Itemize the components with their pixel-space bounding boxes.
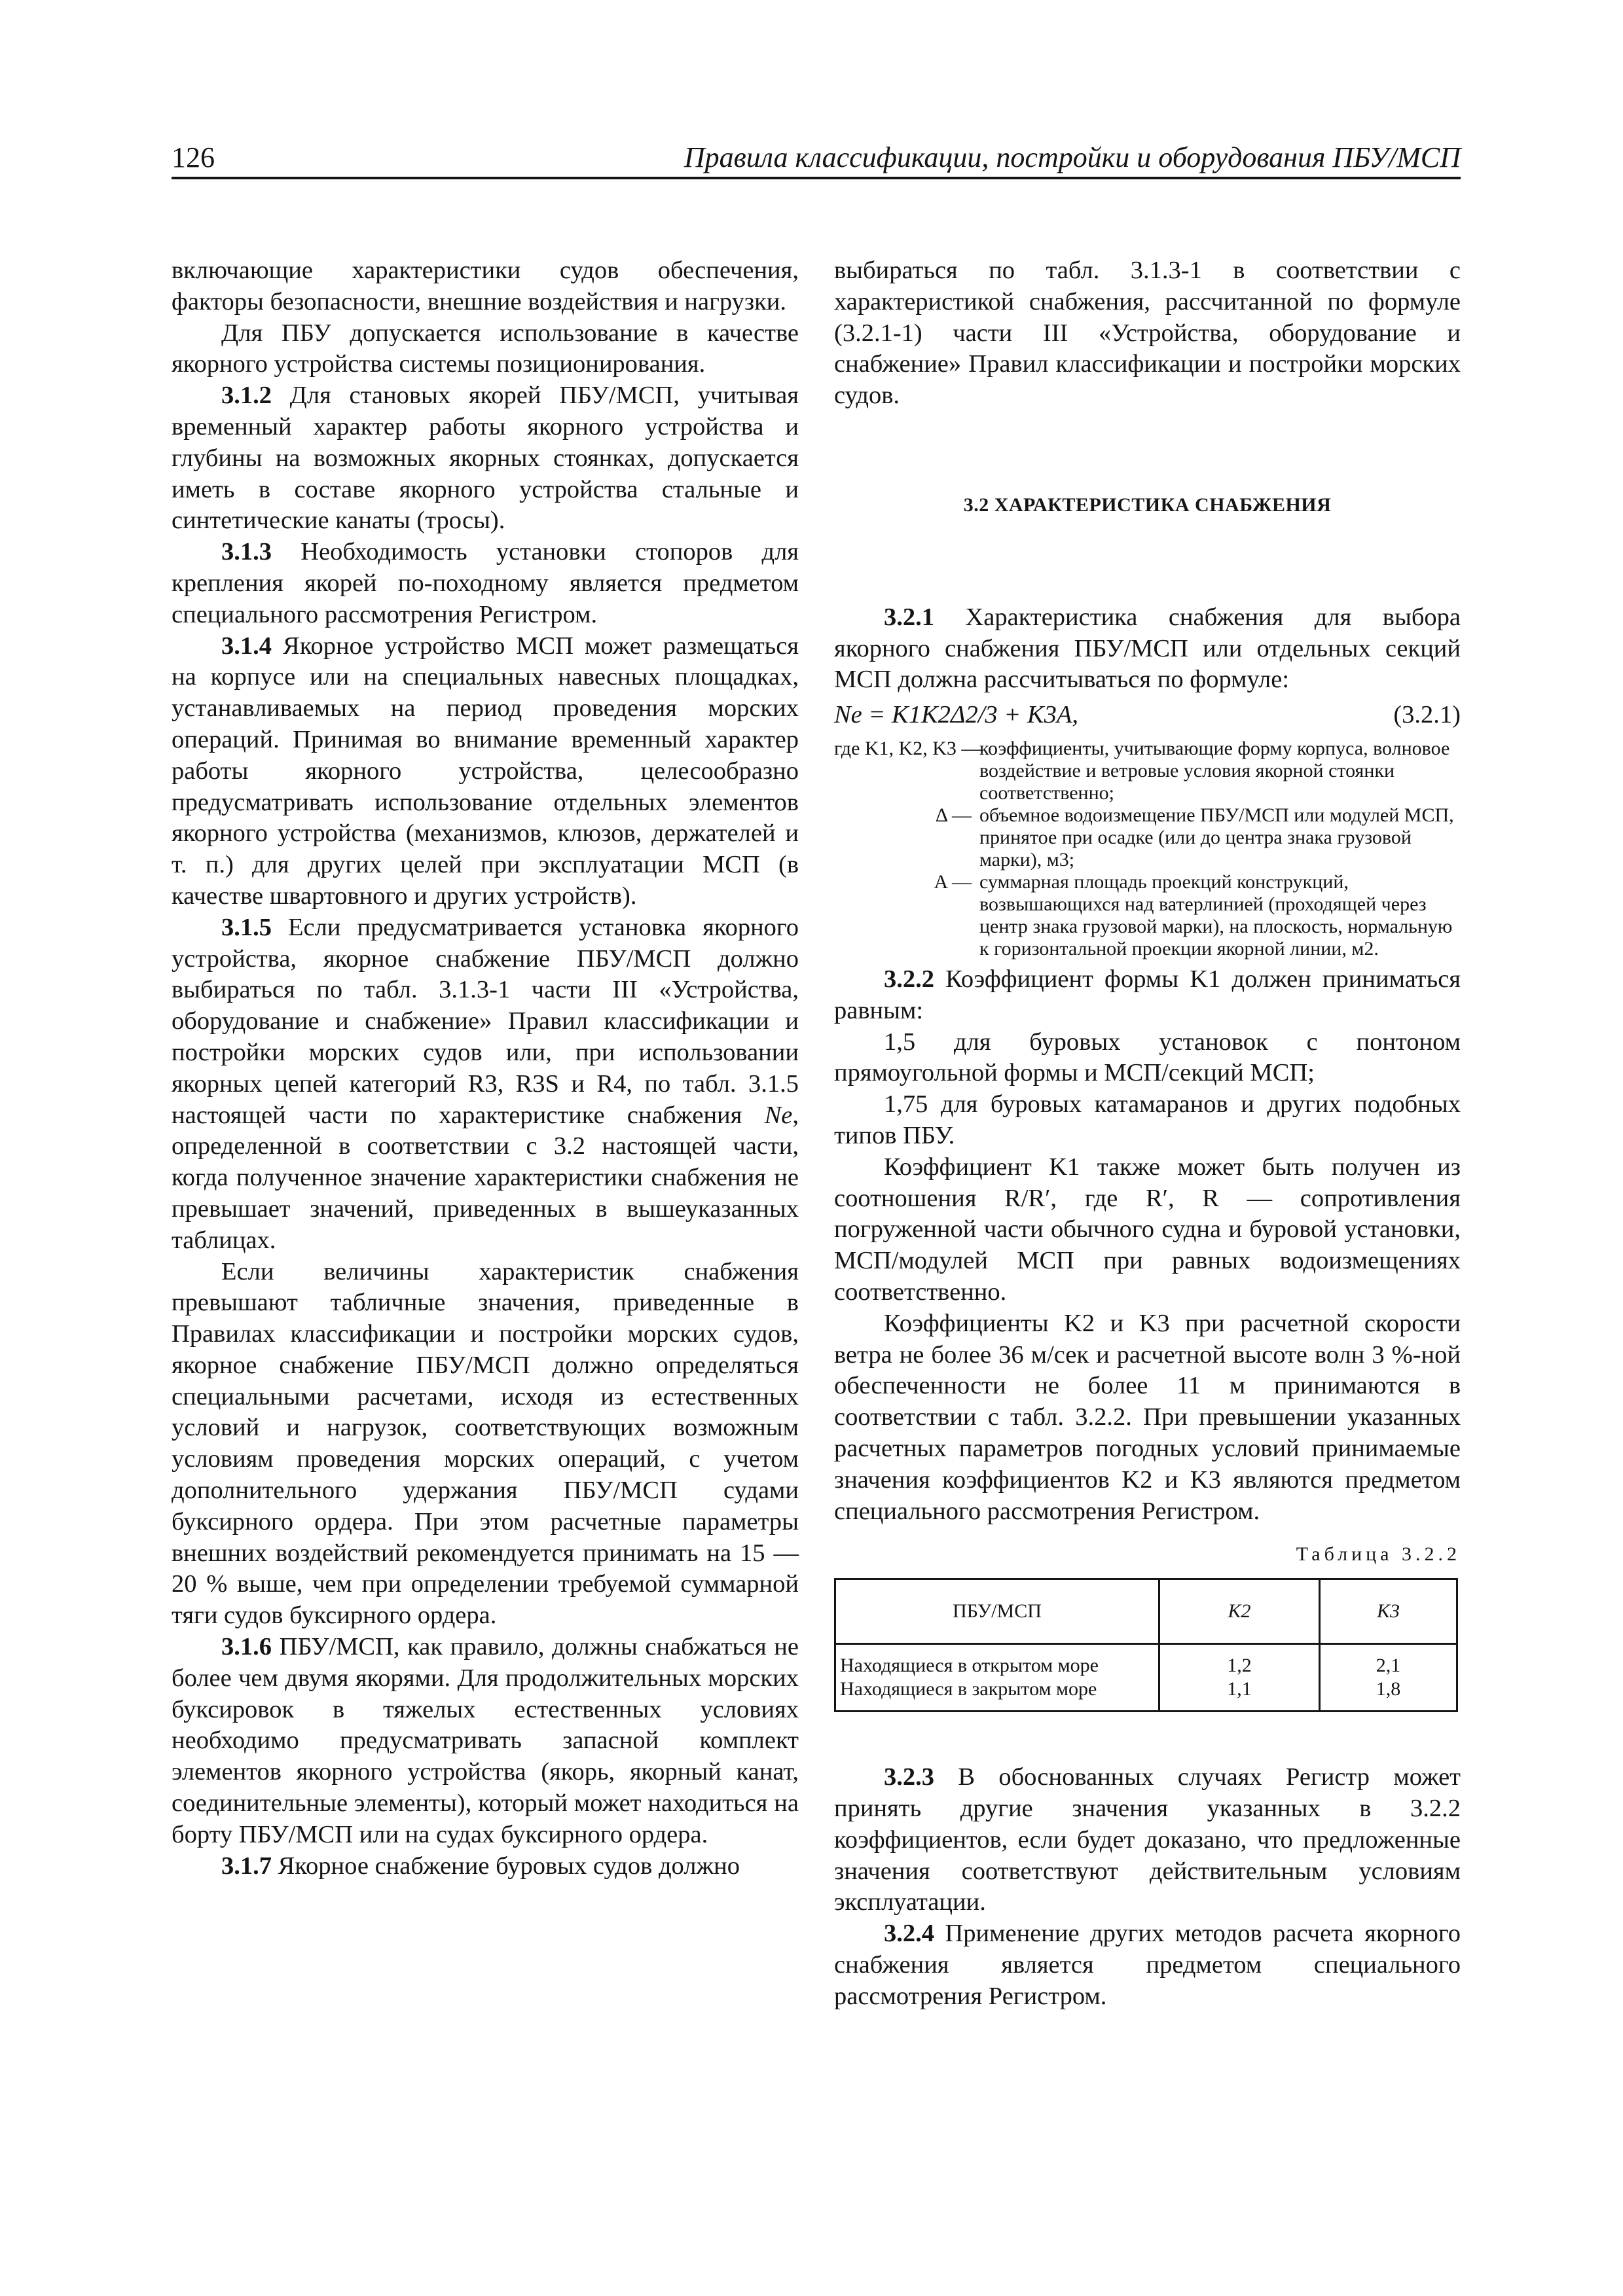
value-catamaran: 1,75 для буровых катамаранов и других подобных типов ПБУ.	[834, 1090, 1461, 1149]
paragraph-continued: выбираться по табл. 3.1.3-1 в соответствии с характеристикой снабжения, рассчитанной по формуле (3.2.1-1) части III «Устройства, оборудование и снабжение» Правил классификации и постройки морских судов.	[834, 257, 1461, 410]
clause-text: ПБУ/МСП, как правило, должны снабжаться не более чем двумя якорями. Для продолжительных морских буксировок в тяжелых естественных условиях необходимо предусматривать запасной комплект элементов якорного устройства (якорь, якорный канат, соединительные элементы), который может находиться на борту ПБУ/МСП или на судах буксирного ордера.	[172, 1633, 799, 1848]
clause-number: 3.2.3	[884, 1763, 934, 1791]
ne-symbol: Ne	[764, 1101, 793, 1129]
right-column	[834, 255, 1461, 2012]
clause-number: 3.1.4	[221, 632, 272, 660]
table-header-row	[835, 1579, 1457, 1644]
legend-text: объемное водоизмещение ПБУ/МСП или модулей МСП, принятое при осадке (или до центра знака грузовой марки), м3;	[979, 804, 1454, 870]
column-header: ПБУ/МСП	[835, 1579, 1159, 1644]
clause-text-cont: , определенной в соответствии с 3.2 настоящей части, когда полученное значение характеристики снабжения не превышает значений, приведенных в вышеуказанных таблицах.	[172, 1101, 799, 1254]
formula-lhs: Ne	[834, 701, 862, 729]
table-caption: Таблица 3.2.2	[1296, 1543, 1461, 1566]
formula-3-2-1	[834, 700, 1461, 731]
clause-3-2-2	[834, 964, 1461, 1027]
clause-3-2-1	[834, 602, 1461, 696]
clause-number: 3.1.2	[221, 382, 272, 410]
clause-3-1-3	[172, 537, 799, 630]
clause-number: 3.1.5	[221, 913, 272, 941]
clause-text: Якорное снабжение буровых судов должно	[278, 1852, 740, 1880]
column-header: K3	[1320, 1579, 1457, 1644]
clause-number: 3.1.3	[221, 538, 272, 566]
clause-3-1-2	[172, 380, 799, 537]
cell-line: 1,8	[1376, 1678, 1401, 1700]
cell-line: 1,2	[1227, 1655, 1252, 1677]
cell-line: 2,1	[1376, 1655, 1401, 1677]
page-number: 126	[172, 141, 215, 173]
clause-number: 3.1.6	[221, 1633, 272, 1661]
clause-3-1-4	[172, 631, 799, 912]
clause-text: Якорное устройство МСП может размещаться на корпусе или на специальных навесных площадках, устанавливаемых на период проведения морских операций. Принимая во внимание временный характер работы якорного устройства, целесообразно предусматривать использование отдельных элементов якорного устройства (механизмов, клюзов, держателей и т. п.) для других целей при эксплуатации МСП (в качестве швартовного и других устройств).	[172, 632, 799, 910]
clause-text: Для становых якорей ПБУ/МСП, учитывая временный характер работы якорного устройства и глубины на возможных якорных стоянках, допускается иметь в составе якорного устройства стальные и синтетические канаты (тросы).	[172, 382, 799, 535]
table-cell	[835, 1644, 1159, 1712]
table-cell	[1320, 1644, 1457, 1712]
clause-number: 3.2.4	[884, 1920, 934, 1948]
cell-line: Находящиеся в закрытом море	[840, 1678, 1097, 1700]
value-pontoon: 1,5 для буровых установок с понтоном прямоугольной формы и МСП/секций МСП;	[834, 1028, 1461, 1087]
cell-line: 1,1	[1227, 1678, 1252, 1700]
legend-text: коэффициенты, учитывающие форму корпуса, волновое воздействие и ветровые условия якорной стоянки соответственно;	[979, 737, 1450, 804]
clause-3-2-3	[834, 1762, 1461, 1918]
formula-number: (3.2.1)	[1393, 701, 1461, 729]
paragraph-continued: включающие характеристики судов обеспечения, факторы безопасности, внешние воздействия и нагрузки.	[172, 257, 799, 315]
clause-number: 3.2.1	[884, 603, 934, 631]
table-body-row	[835, 1644, 1457, 1712]
formula-expression	[834, 700, 1078, 731]
paragraph-positioning: Для ПБУ допускается использование в качестве якорного устройства системы позиционирования.	[172, 319, 799, 378]
column-header: K2	[1159, 1579, 1320, 1644]
header-rule	[172, 177, 1461, 179]
formula-rhs: = K1K2Δ2/3 + K3A,	[868, 701, 1078, 729]
coefficients-table	[834, 1578, 1458, 1712]
legend-row	[834, 804, 1461, 871]
clause-3-1-7	[172, 1851, 799, 1882]
legend-text: суммарная площадь проекций конструкций, возвышающихся над ватерлинией (проходящей через центр знака грузовой марки), на плоскость, нормальную к горизонтальной проекции якорной линии, м2.	[979, 870, 1453, 960]
section-title: 3.2 ХАРАКТЕРИСТИКА СНАБЖЕНИЯ	[963, 493, 1332, 516]
clause-text: Характеристика снабжения для выбора якорного снабжения ПБУ/МСП или отдельных секций МСП должна рассчитываться по формуле:	[834, 603, 1461, 694]
paragraph-k1: Коэффициент K1 также может быть получен из соотношения R/R′, где R′, R — сопротивления погруженной части обычного судна и буровой установки, МСП/модулей МСП при равных водоизмещениях соответственно.	[834, 1153, 1461, 1306]
paragraph-special-calc: Если величины характеристик снабжения превышают табличные значения, приведенные в Правилах классификации и постройки морских судов, якорное снабжение ПБУ/МСП должно определяться специальными расчетами, исходя из естественных условий и нагрузок, соответствующих возможным условиям проведения морских операций, с учетом дополнительного удержания ПБУ/МСП судами буксирного ордера. При этом расчетные параметры внешних воздействий рекомендуется принимать на 15 — 20 % выше, чем при определении требуемой суммарной тяги судов буксирного ордера.	[172, 1257, 799, 1630]
clause-text: Если предусматривается установка якорного устройства, якорное снабжение ПБУ/МСП должно выбираться по табл. 3.1.3-1 части III «Устройства, оборудование и снабжение» Правил классификации и постройки морских судов или, при использовании якорных цепей категорий R3, R3S и R4, по табл. 3.1.5 настоящей части по характеристике снабжения	[172, 913, 799, 1129]
clause-3-2-4	[834, 1918, 1461, 2012]
legend-key: A —	[934, 870, 972, 893]
table-cell	[1159, 1644, 1320, 1712]
clause-text: В обоснованных случаях Регистр может принять другие значения указанных в 3.2.2 коэффициентов, если будет доказано, что предложенные значения соответствуют действительным условиям эксплуатации.	[834, 1763, 1461, 1916]
clause-3-1-5	[172, 912, 799, 1257]
clause-3-1-6	[172, 1632, 799, 1851]
legend-key: где K1, K2, K3 —	[834, 737, 981, 759]
legend-row	[834, 871, 1461, 960]
clause-text: Применение других методов расчета якорного снабжения является предметом специального рассмотрения Регистром.	[834, 1920, 1461, 2010]
running-title: Правила классификации, постройки и оборудования ПБУ/МСП	[684, 141, 1461, 173]
clause-number: 3.1.7	[221, 1852, 272, 1880]
formula-legend	[834, 738, 1461, 960]
clause-text: Необходимость установки стопоров для крепления якорей по-походному является предметом специального рассмотрения Регистром.	[172, 538, 799, 628]
clause-text: Коэффициент формы K1 должен приниматься равным:	[834, 965, 1461, 1024]
legend-row	[834, 738, 1461, 804]
legend-key: Δ —	[935, 804, 972, 826]
clause-number: 3.2.2	[884, 965, 934, 993]
left-column	[172, 255, 799, 1882]
cell-line: Находящиеся в открытом море	[840, 1655, 1099, 1677]
paragraph-k2-k3: Коэффициенты K2 и K3 при расчетной скорости ветра не более 36 м/сек и расчетной высоте волн 3 %-ной обеспеченности не более 11 м принимаются в соответствии с табл. 3.2.2. При превышении указанных расчетных параметров погодных условий принимаемые значения коэффициентов K2 и K3 являются предметом специального рассмотрения Регистром.	[834, 1309, 1461, 1525]
